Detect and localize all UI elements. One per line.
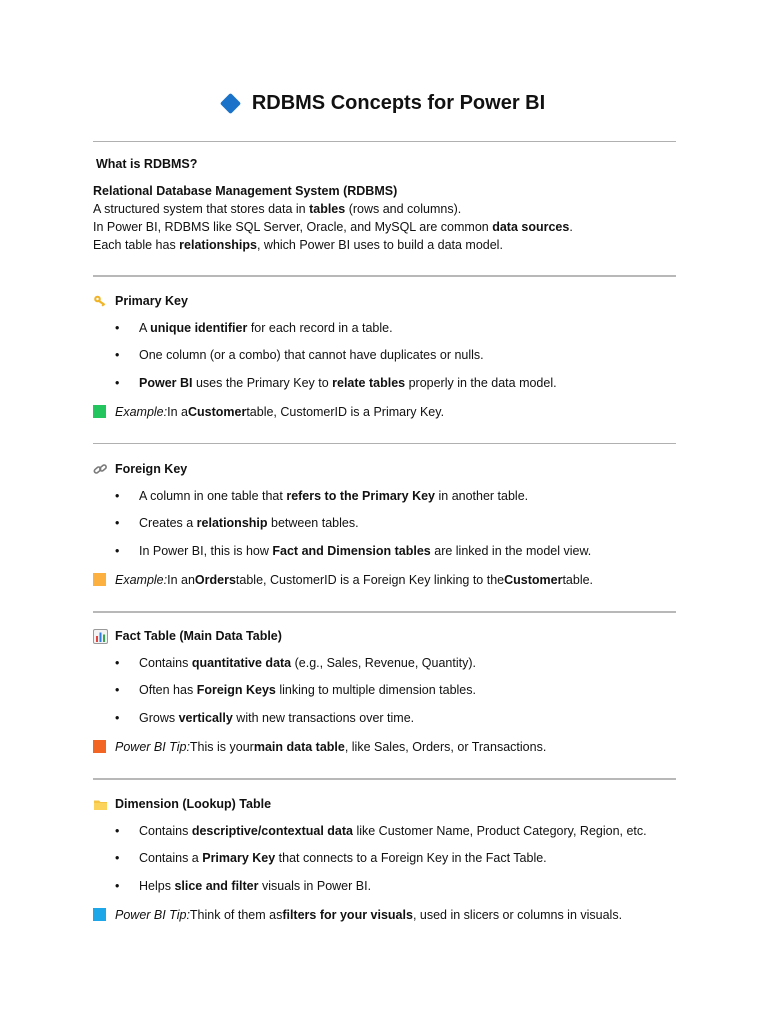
list-item: • A unique identifier for each record in a table. — [93, 319, 693, 346]
fact-table-section — [93, 627, 693, 756]
intro-line-1: A structured system that stores data in tables (rows and columns). — [93, 202, 462, 216]
section-heading: Foreign Key — [93, 460, 693, 478]
list-item: • Contains descriptive/contextual data like Customer Name, Product Category, Region, etc. — [93, 822, 693, 849]
foreign-key-section — [93, 460, 693, 589]
list-item: • One column (or a combo) that cannot have duplicates or nulls. — [93, 346, 693, 373]
diamond-icon — [220, 93, 241, 114]
section-heading: Fact Table (Main Data Table) — [93, 627, 693, 645]
divider — [93, 778, 676, 780]
document-title — [0, 92, 768, 115]
list-item: • Power BI uses the Primary Key to relate tables properly in the data model. — [93, 374, 693, 401]
list-item: • A column in one table that refers to the Primary Key in another table. — [93, 487, 693, 514]
green-square-icon — [93, 405, 106, 418]
divider — [93, 141, 676, 142]
blue-square-icon — [93, 908, 106, 921]
intro-section — [93, 155, 693, 254]
list-item: • Creates a relationship between tables. — [93, 514, 693, 541]
bullet-list — [93, 319, 693, 401]
list-item: • Contains a Primary Key that connects to a Foreign Key in the Fact Table. — [93, 849, 693, 876]
list-item: • Contains quantitative data (e.g., Sales, Revenue, Quantity). — [93, 654, 693, 681]
tip-note: Power BI Tip: Think of them as filters for your visuals , used in slicers or columns in visuals. — [93, 906, 693, 924]
title-text: RDBMS Concepts for Power BI — [251, 92, 546, 114]
primary-key-section — [93, 292, 693, 421]
bullet-list — [93, 654, 693, 736]
red-orange-square-icon — [93, 740, 106, 753]
list-item: • Often has Foreign Keys linking to multiple dimension tables. — [93, 681, 693, 708]
bullet-list — [93, 822, 693, 904]
section-heading: Dimension (Lookup) Table — [93, 795, 693, 813]
link-icon — [93, 462, 108, 477]
bullet-list — [93, 487, 693, 569]
dimension-table-section — [93, 795, 693, 924]
divider — [93, 275, 676, 277]
list-item: • Helps slice and filter visuals in Power BI. — [93, 877, 693, 904]
example-note: Example: In an Orders table, CustomerID is a Foreign Key linking to the Customer table. — [93, 571, 693, 589]
bar-chart-icon — [93, 629, 108, 644]
tip-note: Power BI Tip: This is your main data table , like Sales, Orders, or Transactions. — [93, 738, 693, 756]
key-icon — [93, 294, 108, 309]
divider — [93, 443, 676, 444]
list-item: • Grows vertically with new transactions over time. — [93, 709, 693, 736]
section-heading: Primary Key — [93, 292, 693, 310]
orange-square-icon — [93, 573, 106, 586]
example-note: Example: In a Customer table, CustomerID is a Primary Key. — [93, 403, 693, 421]
divider — [93, 611, 676, 613]
intro-line-3: Each table has relationships, which Power BI uses to build a data model. — [93, 238, 503, 252]
intro-heading: Relational Database Management System (RDBMS) — [93, 184, 398, 198]
folder-icon — [93, 797, 108, 812]
intro-question: What is RDBMS? — [96, 157, 198, 171]
list-item: • In Power BI, this is how Fact and Dimension tables are linked in the model view. — [93, 542, 693, 569]
intro-line-2: In Power BI, RDBMS like SQL Server, Oracle, and MySQL are common data sources. — [93, 220, 573, 234]
